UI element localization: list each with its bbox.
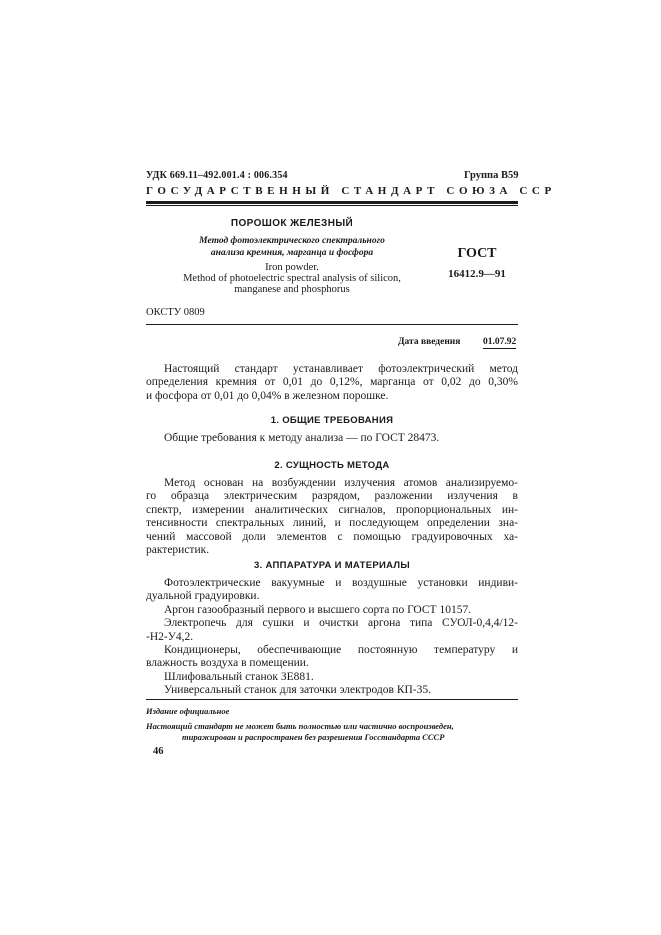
paragraph-line: Аргон газообразный первого и высшего сорта по ГОСТ 10157. [164, 603, 472, 616]
paragraph-line: Универсальный станок для заточки электродов КП-35. [164, 684, 431, 697]
footer-rule [146, 699, 518, 700]
paragraph-line: -Н2-У4,2. [146, 630, 194, 643]
english-title-line: manganese and phosphorus [234, 284, 350, 295]
page-number: 46 [153, 746, 164, 757]
section-heading: 1. ОБЩИЕ ТРЕБОВАНИЯ [270, 415, 394, 426]
okstu-code: ОКСТУ 0809 [146, 307, 205, 318]
paragraph-line: Фотоэлектрические вакуумные и воздушные установки индиви- [164, 577, 518, 589]
subtitle-line: анализа кремния, марганца и фосфора [210, 248, 374, 258]
subtitle-line: Метод фотоэлектрического спектрального [199, 236, 385, 246]
paragraph-line: Электропечь для сушки и очистки аргона типа СУОЛ-0,4,4/12- [164, 617, 518, 630]
paragraph-line: Настоящий стандарт устанавливает фотоэлектрический метод [164, 363, 518, 375]
paragraph-line: го образца электрическим разрядом, разложении излучения в [146, 490, 518, 503]
english-title [146, 262, 438, 295]
paragraph-line: Кондиционеры, обеспечивающие постоянную температуру и [164, 644, 518, 657]
intro-date-value: 01.07.92 [483, 337, 517, 347]
header-rule-thick [146, 201, 518, 204]
paragraph-line: и фосфора от 0,01 до 0,04% в железном порошке. [146, 389, 389, 402]
notice-line: Настоящий стандарт не может быть полностью или частично воспроизведен, [146, 721, 454, 731]
paragraph-line: Общие требования к методу анализа — по ГОСТ 28473. [164, 432, 440, 444]
copyright-notice [146, 721, 518, 743]
paragraph-line: спектр, измерении аналитических сигналов, пропорциональных ин- [146, 503, 518, 516]
section-rule [146, 324, 518, 325]
section-body [146, 432, 518, 445]
paragraph-line: тенсивности спектральных линий, и последующем определении зна- [146, 517, 518, 530]
section-body [146, 477, 518, 557]
english-title-line: Iron powder. [265, 262, 319, 273]
gost-number: 16412.9—91 [448, 268, 506, 280]
gost-label: ГОСТ [457, 246, 497, 261]
section-body [146, 577, 518, 698]
notice-line: тиражирован и распространен без разрешения Госстандарта СССР [182, 732, 445, 742]
edition-label: Издание официальное [146, 706, 230, 716]
udk-code: УДК 669.11–492.001.4 : 006.354 [146, 170, 288, 181]
paragraph-line: Шлифовальный станок ЗЕ881. [164, 670, 314, 683]
document-title: ПОРОШОК ЖЕЛЕЗНЫЙ [230, 218, 354, 229]
standard-banner: ГОСУДАРСТВЕННЫЙ СТАНДАРТ СОЮЗА ССР [146, 185, 556, 197]
paragraph-line: определения кремния от 0,01 до 0,12%, марганца от 0,02 до 0,30% [146, 376, 518, 389]
english-title-line: Method of photoelectric spectral analysis of silicon, [183, 273, 401, 284]
section-heading: 2. СУЩНОСТЬ МЕТОДА [274, 460, 390, 471]
document-subtitle [146, 235, 438, 259]
paragraph-line: влажность воздуха в помещении. [146, 657, 309, 670]
paragraph-line: чений массовой доли элементов с помощью градуировочных ха- [146, 530, 518, 543]
intro-date-label: Дата введения [398, 337, 461, 347]
group-code: Группа В59 [464, 170, 519, 181]
header-rule-thin [146, 205, 518, 206]
section-heading: 3. АППАРАТУРА И МАТЕРИАЛЫ [254, 560, 410, 571]
paragraph-line: дуальной градуировки. [146, 590, 260, 603]
intro-paragraph [146, 363, 518, 403]
paragraph-line: Метод основан на возбуждении излучения атомов анализируемо- [164, 477, 518, 489]
paragraph-line: рактеристик. [146, 544, 210, 557]
